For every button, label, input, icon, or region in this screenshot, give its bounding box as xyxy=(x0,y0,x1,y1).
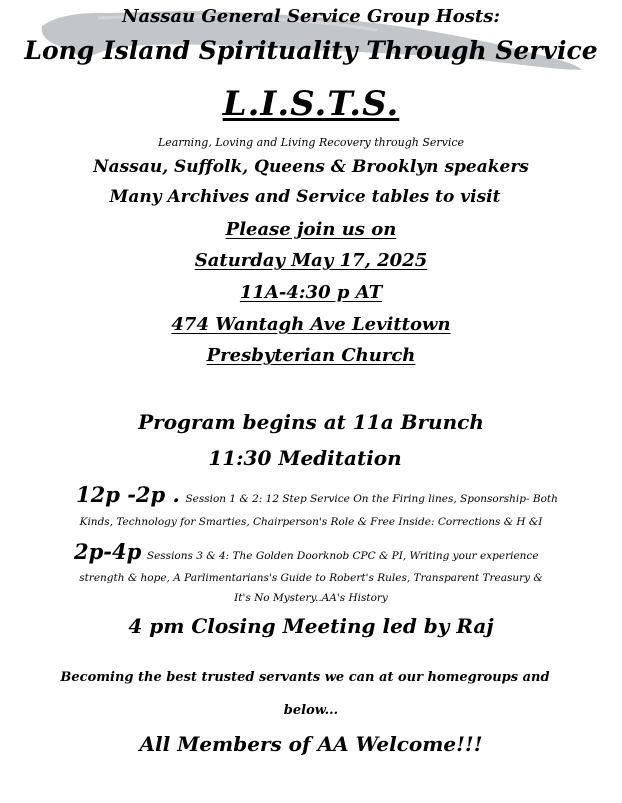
footer-line-2: below... xyxy=(283,703,339,718)
closing-meeting: 4 pm Closing Meeting led by Raj xyxy=(128,614,494,638)
session-block-1-header xyxy=(76,482,558,507)
event-venue: Presbyterian Church xyxy=(206,345,416,366)
meditation-time: 11:30 Meditation xyxy=(208,446,402,470)
session-block-2-time: 2p-4p xyxy=(74,539,142,564)
archives-line: Many Archives and Service tables to visit xyxy=(109,187,501,207)
session-block-1-time: 12p -2p . xyxy=(76,482,180,507)
session-block-2-desc-c: It's No Mystery..AA's History xyxy=(234,592,388,604)
session-block-1-desc-a: Session 1 & 2: 12 Step Service On the Firing lines, Sponsorship- Both xyxy=(185,493,558,505)
tagline: Learning, Loving and Living Recovery through Service xyxy=(157,136,465,149)
session-block-2-header xyxy=(74,539,539,564)
speakers-line: Nassau, Suffolk, Queens & Brooklyn speakers xyxy=(93,157,529,177)
event-date: Saturday May 17, 2025 xyxy=(194,250,428,271)
program-begins: Program begins at 11a Brunch xyxy=(138,410,484,434)
session-block-1-desc-b: Kinds, Technology for Smarties, Chairperson's Role & Free Inside: Corrections & H &I xyxy=(79,516,543,528)
event-address: 474 Wantagh Ave Levittown xyxy=(171,314,451,335)
event-title: Long Island Spirituality Through Service xyxy=(24,36,598,65)
event-time: 11A-4:30 p AT xyxy=(239,282,383,303)
footer-line-1: Becoming the best trusted servants we can at our homegroups and xyxy=(60,670,550,685)
acronym-title: L.I.S.T.S. xyxy=(222,84,400,124)
host-line: Nassau General Service Group Hosts: xyxy=(122,6,500,27)
welcome-line: All Members of AA Welcome!!! xyxy=(139,732,483,756)
session-block-2-desc-a: Sessions 3 & 4: The Golden Doorknob CPC & PI, Writing your experience xyxy=(146,550,539,562)
join-line: Please join us on xyxy=(225,219,397,240)
session-block-2-desc-b: strength & hope, A Parlimentarians's Guide to Robert's Rules, Transparent Treasury & xyxy=(79,572,543,584)
